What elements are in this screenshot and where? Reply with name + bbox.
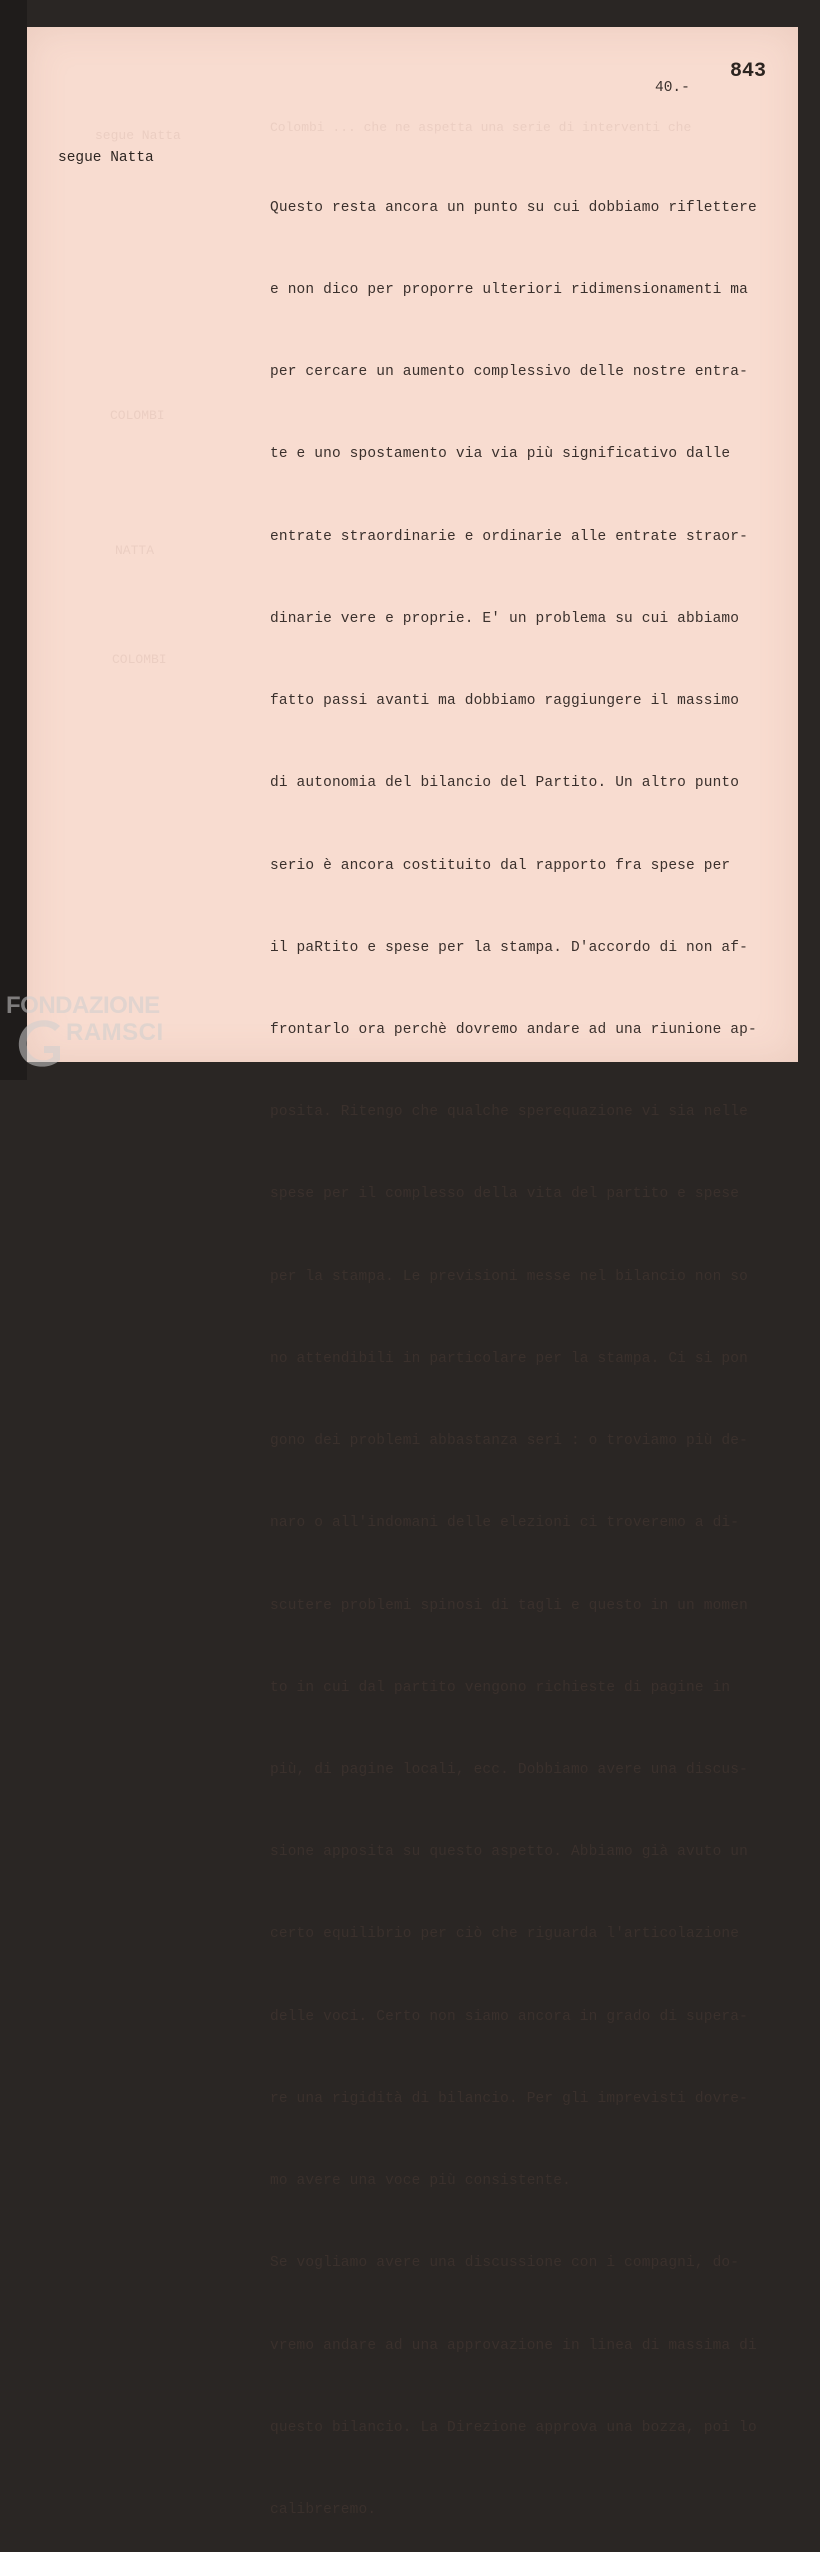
text-line: il paRtito e spese per la stampa. D'accordo di non af- [270,939,748,956]
text-line: spese per il complesso della vita del partito e spese [270,1186,740,1203]
page-index: 40.- [655,80,690,96]
text-line: delle voci. Certo non siamo ancora in grado di supera- [270,2008,748,2025]
text-line: per cercare un aumento complessivo delle nostre entra- [270,364,748,381]
text-line: per la stampa. Le previsioni messe nel bilancio non so [270,1268,748,1285]
speaker-label: segue Natta [58,150,154,166]
bleed-through: COLOMBI [112,652,167,667]
scan-border-left [0,0,27,1080]
text-line: scutere problemi spinosi di tagli e questo in un momen [270,1597,748,1614]
text-line: vremo andare ad una approvazione in linea di massima di [270,2337,757,2354]
text-line: Questo resta ancora un punto su cui dobbiamo riflettere [270,199,757,216]
text-line: mo avere una voce più consistente. [270,2173,571,2190]
text-line: no attendibili in particolare per la stampa. Ci si pon [270,1350,748,1367]
text-line: serio è ancora costituito dal rapporto fra spese per [270,857,731,874]
text-line: naro o all'indomani delle elezioni ci troveremo a di- [270,1515,740,1532]
page-number: 843 [730,60,767,83]
gramsci-g-logo-icon [14,1016,72,1070]
text-line: calibreremo. [270,2501,377,2518]
text-line: e non dico per proporre ulteriori ridimensionamenti ma [270,282,748,299]
transcript-body [270,140,790,2552]
watermark-line2: RAMSCI [66,1019,164,1046]
text-line: Se vogliamo avere una discussione con i compagni, do- [270,2255,740,2272]
text-line: gono dei problemi abbastanza seri : o troviamo più de- [270,1433,748,1450]
bleed-through: segue Natta [95,128,181,143]
bleed-through: COLOMBI [110,408,165,423]
text-line: frontarlo ora perchè dovremo andare ad una riunione ap- [270,1022,757,1038]
text-line: fatto passi avanti ma dobbiamo raggiungere il massimo [270,693,740,710]
text-line: to in cui dal partito vengono richieste di pagine in [270,1679,731,1696]
bleed-through: NATTA [115,543,155,558]
fondazione-gramsci-watermark [6,992,206,1072]
text-line: entrate straordinarie e ordinarie alle entrate straor- [270,528,748,545]
text-line: certo equilibrio per ciò che riguarda l'articolazione [270,1926,740,1943]
text-line: questo bilancio. La Direzione approva una bozza, poi lo [270,2419,757,2436]
text-line: re una rigidità di bilancio. Per gli imprevisti dovre- [270,2090,748,2107]
text-line: sione apposita su questo aspetto. Abbiamo già avuto un [270,1844,748,1861]
bleed-through: Colombi ... che ne aspetta una serie di interventi che [270,120,692,135]
watermark-line1: FONDAZIONE [6,992,160,1019]
text-line: te e uno spostamento via via più significativo dalle [270,446,731,463]
text-line: dinarie vere e proprie. E' un problema su cui abbiamo [270,610,740,627]
text-line: più, di pagine locali, ecc. Dobbiamo avere una discus- [270,1761,748,1778]
text-line: posita. Ritengo che qualche sperequazione vi sia nelle [270,1104,748,1121]
text-line: di autonomia del bilancio del Partito. Un altro punto [270,775,740,792]
